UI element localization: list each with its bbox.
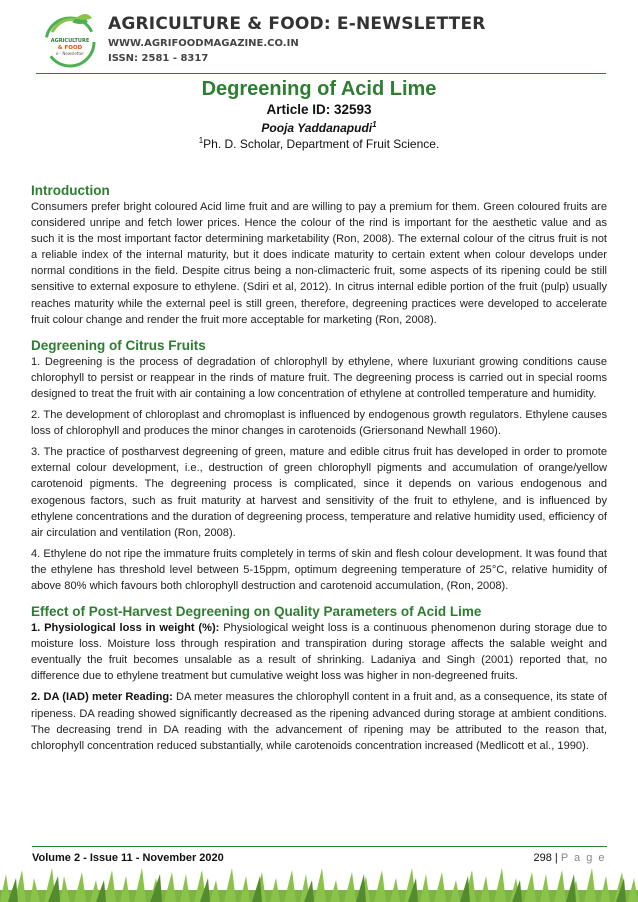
footer-divider [32,846,607,847]
author-name: Pooja Yaddanapudi$^1$ [261,120,377,135]
author-affiliation: $^1$Ph. D. Scholar, Department of Fruit Science. [198,136,440,151]
section-heading-effect: Effect of Post-Harvest Degreening on Quality Parameters of Acid Lime [31,604,482,620]
magazine-logo [42,12,98,70]
paragraph-lead: 1. Physiological loss in weight (%): [31,622,220,635]
masthead-website[interactable]: WWW.AGRIFOODMAGAZINE.CO.IN [108,38,299,49]
masthead-issn: ISSN: 2581 - 8317 [108,53,209,64]
article-body [31,183,607,759]
paragraph: 3. The practice of postharvest degreening of green, mature and edible citrus fruit has developed in order to promote external colour development, i.e., destruction of green chlorophyll pigments and accumulation of orange/yellow carotenoid pigments. The degreening process is complicated, since it depends on various endogenous and exogenous factors, such as fruit maturity at harvest and sensitivity of the fruit to ethylene, and is influenced by ethylene concentrations and the duration of degreening process, temperature and relative humidity used, efficiency of air circulation and ventilation (Ron, 2008). [31,446,607,539]
svg-text:AGRICULTURE: AGRICULTURE [50,38,90,44]
article-id: Article ID: 32593 [266,102,372,117]
footer-volume: Volume 2 - Issue 11 - November 2020 [32,852,224,864]
grass-decoration [0,868,638,902]
article-title: Degreening of Acid Lime [201,78,437,100]
page-header [0,0,638,72]
svg-text:& FOOD: & FOOD [57,45,83,51]
svg-text:e - Newsletter: e - Newsletter [55,51,85,56]
paragraph: Consumers prefer bright coloured Acid lime fruit and are willing to pay a premium for them. Green coloured fruits are considered unripe and fetch lower prices. Hence the colour of the rind is important for the aesthetic value and as such it is the most important factor determining marketability (Ron, 2008). The external colour of the citrus fruit is not a reliable index of the internal maturity, but it does indicate maturity to certain extent when colour develops under normal conditions in the field. Despite citrus being a non-climacteric fruit, some aspects of its ripening could be still sensitive to external exposure to ethylene. (Sdiri et al, 2012). In citrus internal edible portion of the fruit (pulp) usually reaches maturity while the external peel is still green, therefore, degreening practices were developed to accelerate fruit colour change and render the fruit more acceptable for marketing (Ron, 2008). [31,201,607,326]
paragraph: 1. Physiological loss in weight (%): Physiological weight loss is a continuous phenomenon during storage due to moisture loss. Moisture loss through respiration and transpiration during storage affects the salable weight and eventually the fruit becomes unsalable as a result of shrinking. Ladaniya and Singh (2001) reported that, no difference due to ethylene treatment but cumulative weight loss was higher in non-degreened fruits. [31,622,607,683]
section-heading-degreening: Degreening of Citrus Fruits [31,337,206,353]
paragraph: 2. DA (IAD) meter Reading: DA meter measures the chlorophyll content in a fruit and, as a consequence, its state of ripeness. DA reading showed significantly decreased as the ripening advanced during storage at ambient conditions. The decreasing trend in DA reading with the advancement of ripening may be attributed to the reason that, chlorophyll concentration reduced substantially, while carotenoids concentration increased (Medlicott et al., 1990). [31,691,608,752]
paragraph: 4. Ethylene do not ripe the immature fruits completely in terms of skin and flesh colour development. It was found that the ethylene has threshold level between 5-15ppm, optimum degreening temperature of 25°C, relative humidity of above 80% which favours both chlorophyll destruction and carotenoid accumulation, (Ron, 2008). [31,547,607,592]
header-divider [36,73,606,74]
section-heading-introduction: Introduction [31,183,110,198]
paragraph-lead: 2. DA (IAD) meter Reading: [31,691,173,704]
masthead-title: AGRICULTURE & FOOD: E-NEWSLETTER [108,14,486,34]
paragraph: 2. The development of chloroplast and chromoplast is influenced by endogenous growth regulators. Ethylene causes loss of chlorophyll and produces the minor changes in carotenoids (Griersonand Newhall 1960). [31,409,607,438]
paragraph: 1. Degreening is the process of degradation of chlorophyll by ethylene, where luxuriant growing conditions cause chlorophyll to persist or reappear in the rinds of mature fruit. The degreening process is carried out in special rooms designed to treat the fruit with air containing a low concentration of ethylene at controlled temperature and humidity. [31,355,607,400]
footer-page-number: 298 | P a g e [533,852,606,864]
